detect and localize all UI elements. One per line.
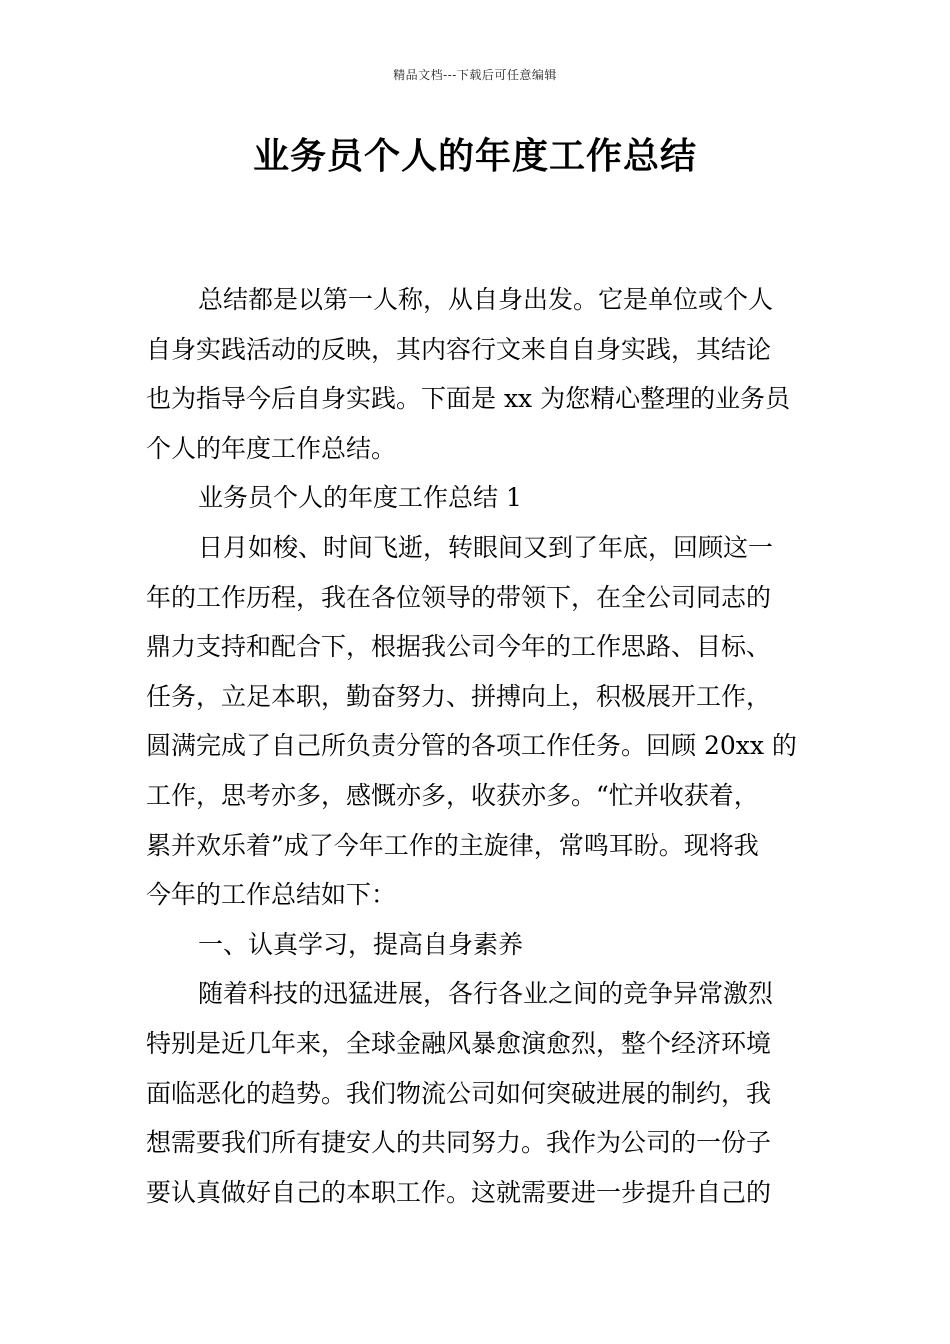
document-title: 业务员个人的年度工作总结 (252, 135, 697, 177)
paragraph-review (146, 523, 810, 920)
text-line: 个人的年度工作总结。 (146, 433, 397, 463)
text-line: 累并欢乐着”成了今年工作的主旋律，常鸣耳盼。现将我 (146, 830, 759, 860)
text-line: 鼎力支持和配合下，根据我公司今年的工作思路、目标、 (146, 632, 772, 662)
subsection-heading (146, 920, 810, 970)
text-line: 也为指导今后自身实践。下面是 xx 为您精心整理的业务员 (146, 384, 791, 414)
text-line: 总结都是以第一人称，从自身出发。它是单位或个人 (198, 285, 774, 314)
page-header: 精品文档---下载后可任意编辑 (393, 68, 557, 82)
text-line: 想需要我们所有捷安人的共同努力。我作为公司的一份子 (146, 1128, 772, 1158)
text-line: 年的工作历程，我在各位领导的带领下，在全公司同志的 (146, 582, 772, 612)
text-line: 日月如梭、时间飞逝，转眼间又到了年底，回顾这一 (198, 532, 774, 562)
paragraph-intro (146, 275, 810, 473)
text-line: 要认真做好自己的本职工作。这就需要进一步提升自己的 (146, 1177, 772, 1207)
text-line: 特别是近几年来，全球金融风暴愈演愈烈，整个经济环境 (146, 1028, 772, 1058)
text-line: 任务，立足本职，勤奋努力、拼搏向上，积极展开工作， (146, 681, 772, 711)
text-line: 圆满完成了自己所负责分管的各项工作任务。回顾 20xx 的 (146, 731, 797, 761)
text-line: 面临恶化的趋势。我们物流公司如何突破进展的制约，我 (146, 1078, 772, 1108)
document-body (146, 275, 810, 1217)
text-line: 自身实践活动的反映，其内容行文来自自身实践，其结论 (146, 334, 772, 364)
text-line: 一、认真学习，提高自身素养 (198, 929, 524, 959)
text-line: 业务员个人的年度工作总结 1 (198, 483, 522, 513)
paragraph-learning (146, 969, 810, 1217)
section-heading (146, 473, 810, 523)
text-line: 随着科技的迅猛进展，各行各业之间的竞争异常激烈 (198, 979, 774, 1009)
text-line: 今年的工作总结如下： (146, 880, 397, 910)
text-line: 工作，思考亦多，感慨亦多，收获亦多。“忙并收获着， (146, 780, 759, 810)
